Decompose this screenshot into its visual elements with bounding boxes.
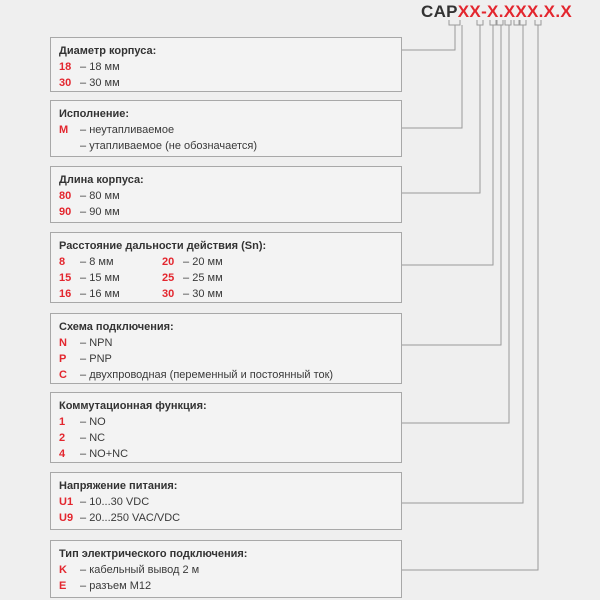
leader-scheme [402,25,501,345]
option-desc: – PNP [77,353,112,365]
leader-diameter [402,25,455,50]
section-title: Расстояние дальности действия (Sn): [59,240,267,252]
section-title: Коммутационная функция: [59,400,207,412]
option-code: 18 [59,61,72,73]
bracket-range [497,20,503,25]
option-code: 1 [59,416,66,428]
option-desc: – 8 мм [77,256,114,268]
option-desc: – неутапливаемое [77,124,175,136]
code-part-diameter: XX [457,2,482,21]
option-row [59,494,393,510]
option-row [59,562,393,578]
option-desc: – 15 мм [77,272,120,284]
option-code: 80 [59,190,72,202]
section-title: Тип электрического подключения: [59,548,248,560]
option-desc: – NO+NC [77,448,129,460]
option-code: N [59,337,67,349]
leader-connection [402,25,538,570]
section-execution [50,100,402,157]
option-desc: – 30 мм [77,77,120,89]
option-row [59,204,393,220]
option-code: U9 [59,512,74,524]
option-desc: – 80 мм [77,190,120,202]
range-columns [59,254,393,302]
option-code: 20 [162,256,175,268]
section-length [50,166,402,223]
bracket-length [490,20,496,25]
option-desc: – 18 мм [77,61,120,73]
option-desc: – 20 мм [180,256,223,268]
option-code: 8 [59,256,66,268]
option-row [59,270,162,286]
bracket-diameter [449,20,460,25]
option-row [59,430,393,446]
option-desc: – 16 мм [77,288,120,300]
leader-range [402,25,493,265]
option-row [59,59,393,75]
code-part-connection: X [560,2,572,21]
option-row [162,286,265,302]
section-diameter [50,37,402,92]
section-title: Исполнение: [59,108,130,120]
option-row [59,75,393,91]
option-row [59,351,393,367]
option-code: 2 [59,432,66,444]
bracket-execution [477,20,483,25]
option-code: 30 [59,77,72,89]
bracket-scheme [505,20,511,25]
option-row [59,510,393,526]
option-row [59,286,162,302]
range-column-1 [59,254,162,302]
option-row [59,335,393,351]
section-title: Схема подключения: [59,321,174,333]
option-code: E [59,580,67,592]
option-desc: – 10...30 VDC [77,496,150,508]
bracket-connection [535,20,541,25]
code-part-execution: X [487,2,499,21]
section-title: Диаметр корпуса: [59,45,157,57]
code-part-function-voltage: X [543,2,556,21]
option-row [59,138,393,154]
code-sep-1: - [481,2,488,21]
option-desc: – 30 мм [180,288,223,300]
leader-execution [402,25,462,128]
bracket-voltage [520,20,526,25]
option-row [59,446,393,462]
section-connection [50,540,402,598]
option-desc: – 25 мм [180,272,223,284]
option-code: M [59,124,69,136]
code-prefix: CAP [421,2,458,21]
section-scheme [50,313,402,384]
option-row [59,578,393,594]
code-sep-4: . [555,2,561,21]
option-desc: – 20...250 VAC/VDC [77,512,181,524]
option-desc: – разъем M12 [77,580,152,592]
option-row [59,188,393,204]
option-code: K [59,564,67,576]
option-desc: – кабельный вывод 2 м [77,564,200,576]
option-desc: – NC [77,432,106,444]
section-range [50,232,402,303]
section-function [50,392,402,463]
option-code: 25 [162,272,175,284]
option-row [59,367,393,383]
option-code: U1 [59,496,74,508]
option-code: 4 [59,448,66,460]
section-title: Длина корпуса: [59,174,144,186]
option-desc: – двухпроводная (переменный и постоянный ток) [77,369,334,381]
code-sep-3: . [538,2,544,21]
option-code: C [59,369,67,381]
code-part-length-range-scheme: XXX [503,2,539,21]
option-desc: – утапливаемое (не обозначается) [77,140,258,152]
option-desc: – NPN [77,337,113,349]
option-row [59,414,393,430]
bracket-function [514,20,519,25]
option-code: 15 [59,272,72,284]
section-voltage [50,472,402,530]
option-row [162,270,265,286]
option-row [162,254,265,270]
option-row [59,254,162,270]
option-code: 16 [59,288,72,300]
option-code: 90 [59,206,72,218]
option-desc: – 90 мм [77,206,120,218]
code-sep-2: . [498,2,504,21]
option-row [59,122,393,138]
option-desc: – NO [77,416,106,428]
option-code: 30 [162,288,175,300]
section-title: Напряжение питания: [59,480,178,492]
option-code: P [59,353,67,365]
range-column-2 [162,254,265,302]
